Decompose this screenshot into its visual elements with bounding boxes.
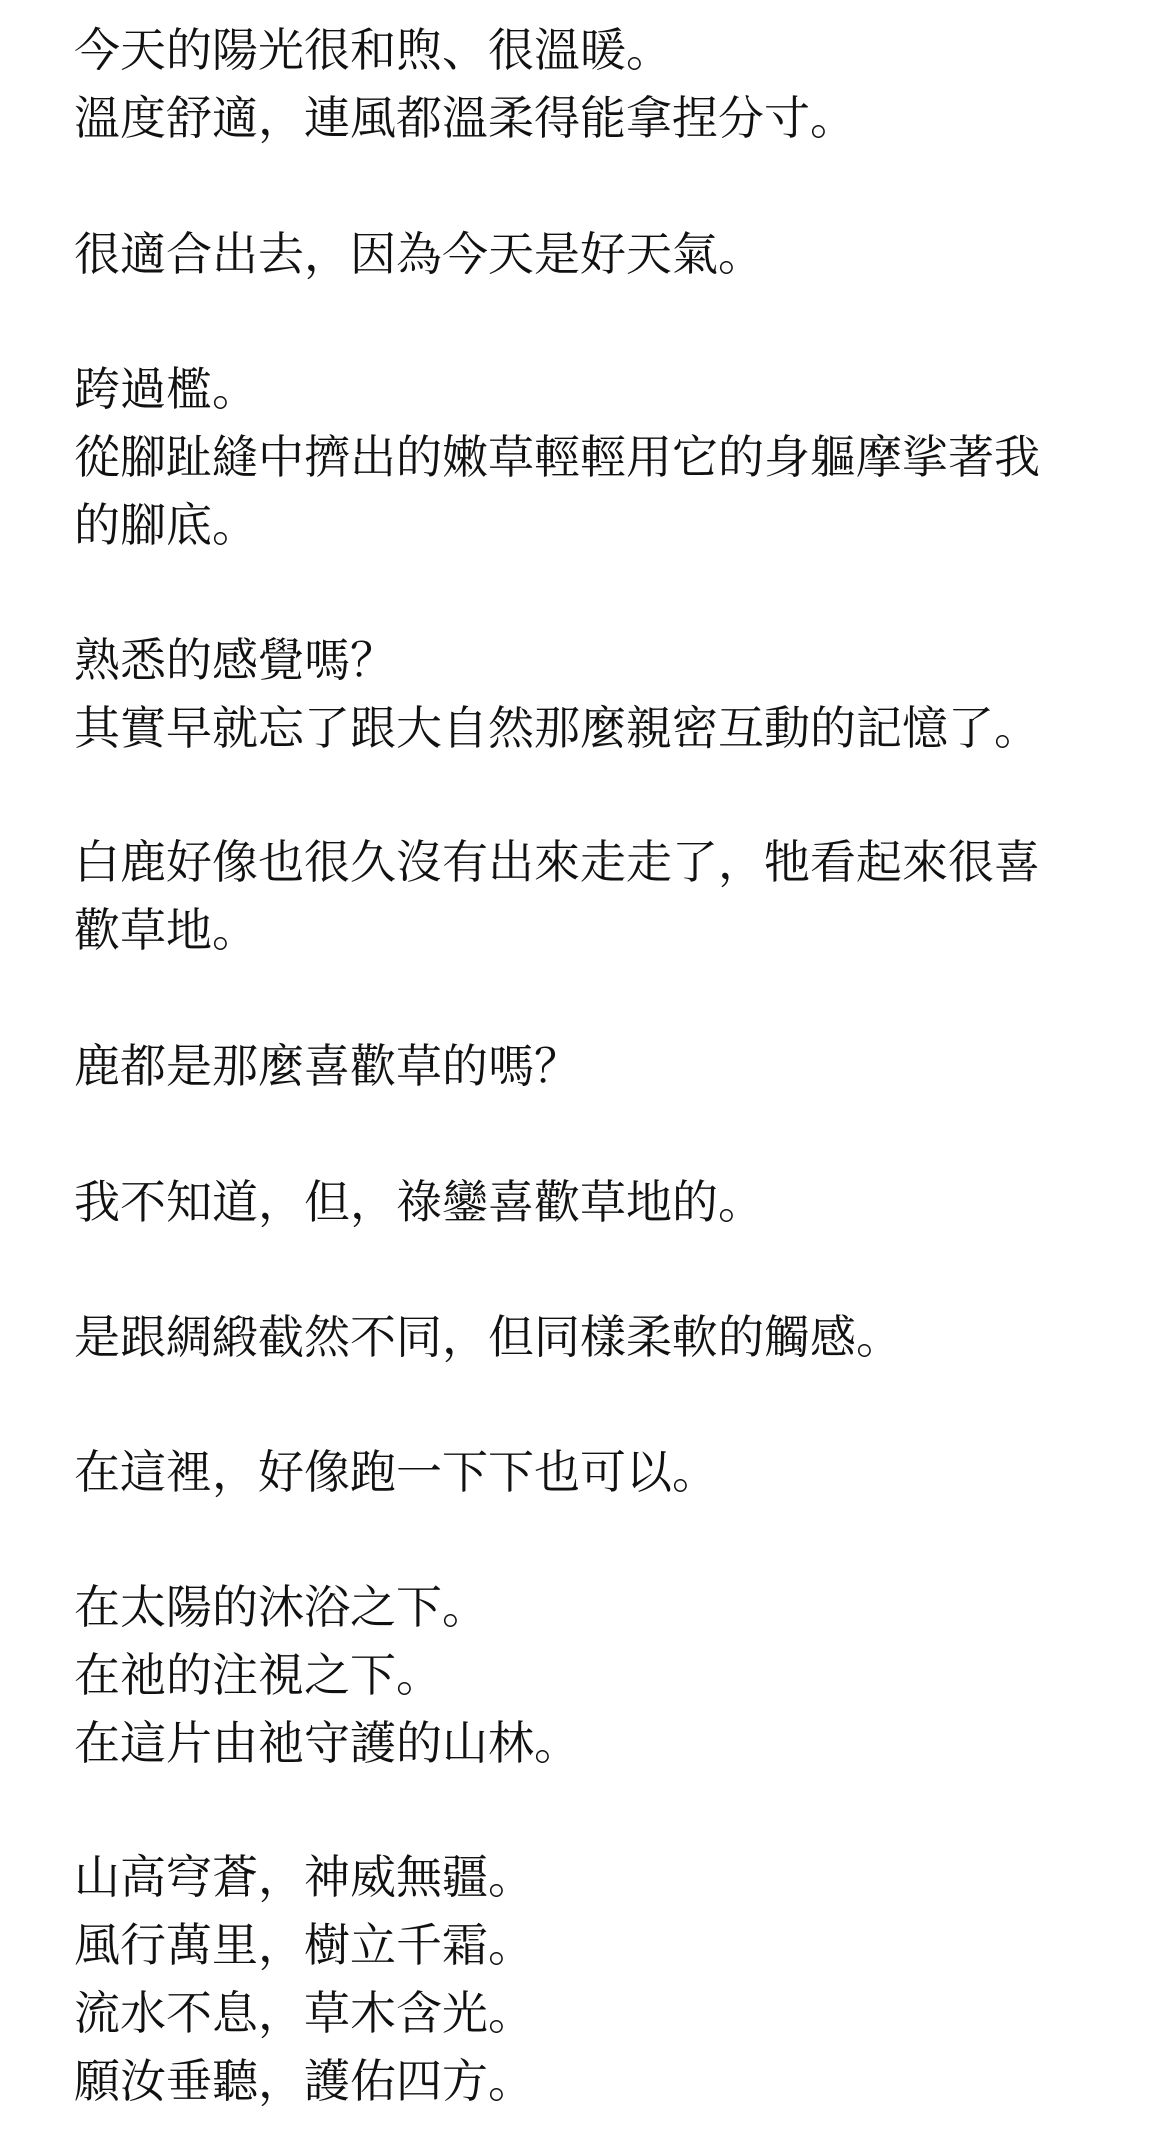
stanza-1 <box>74 16 1134 152</box>
stanza-3 <box>74 355 1134 559</box>
text-line: 歡草地。 <box>74 903 258 957</box>
text-line: 在太陽的沐浴之下。 <box>74 1580 488 1634</box>
text-line: 鹿都是那麼喜歡草的嗎？ <box>74 1039 580 1093</box>
text-line: 在這裡，好像跑一下下也可以。 <box>74 1445 718 1499</box>
text-line: 其實早就忘了跟大自然那麼親密互動的記憶了。 <box>74 701 1040 755</box>
stanza-11 <box>74 1843 1134 2115</box>
text-line: 的腳底。 <box>74 498 258 552</box>
stanza-6 <box>74 1032 1134 1100</box>
text-line: 溫度舒適，連風都溫柔得能拿捏分寸。 <box>74 91 856 145</box>
text-line: 白鹿好像也很久沒有出來走走了，牠看起來很喜 <box>74 835 1040 889</box>
text-line: 從腳趾縫中擠出的嫩草輕輕用它的身軀摩挲著我 <box>74 430 1040 484</box>
stanza-5 <box>74 828 1134 964</box>
text-line: 很適合出去，因為今天是好天氣。 <box>74 227 764 281</box>
stanza-4 <box>74 626 1134 762</box>
text-line: 跨過檻。 <box>74 362 258 416</box>
stanza-7 <box>74 1168 1134 1236</box>
text-line: 我不知道，但，祿鑾喜歡草地的。 <box>74 1175 764 1229</box>
text-line: 是跟綢緞截然不同，但同樣柔軟的觸感。 <box>74 1310 902 1364</box>
text-line: 風行萬里，樹立千霜。 <box>74 1918 534 1972</box>
stanza-9 <box>74 1438 1134 1506</box>
text-line: 流水不息，草木含光。 <box>74 1986 534 2040</box>
text-line: 山高穹蒼，神威無疆。 <box>74 1850 534 1904</box>
text-line: 今天的陽光很和煦、很溫暖。 <box>74 23 672 77</box>
stanza-10 <box>74 1573 1134 1777</box>
text-line: 熟悉的感覺嗎？ <box>74 633 396 687</box>
text-line: 願汝垂聽，護佑四方。 <box>74 2054 534 2108</box>
stanza-8 <box>74 1303 1134 1371</box>
text-line: 在這片由祂守護的山林。 <box>74 1716 580 1770</box>
stanza-2 <box>74 220 1134 288</box>
text-line: 在祂的注視之下。 <box>74 1648 442 1702</box>
